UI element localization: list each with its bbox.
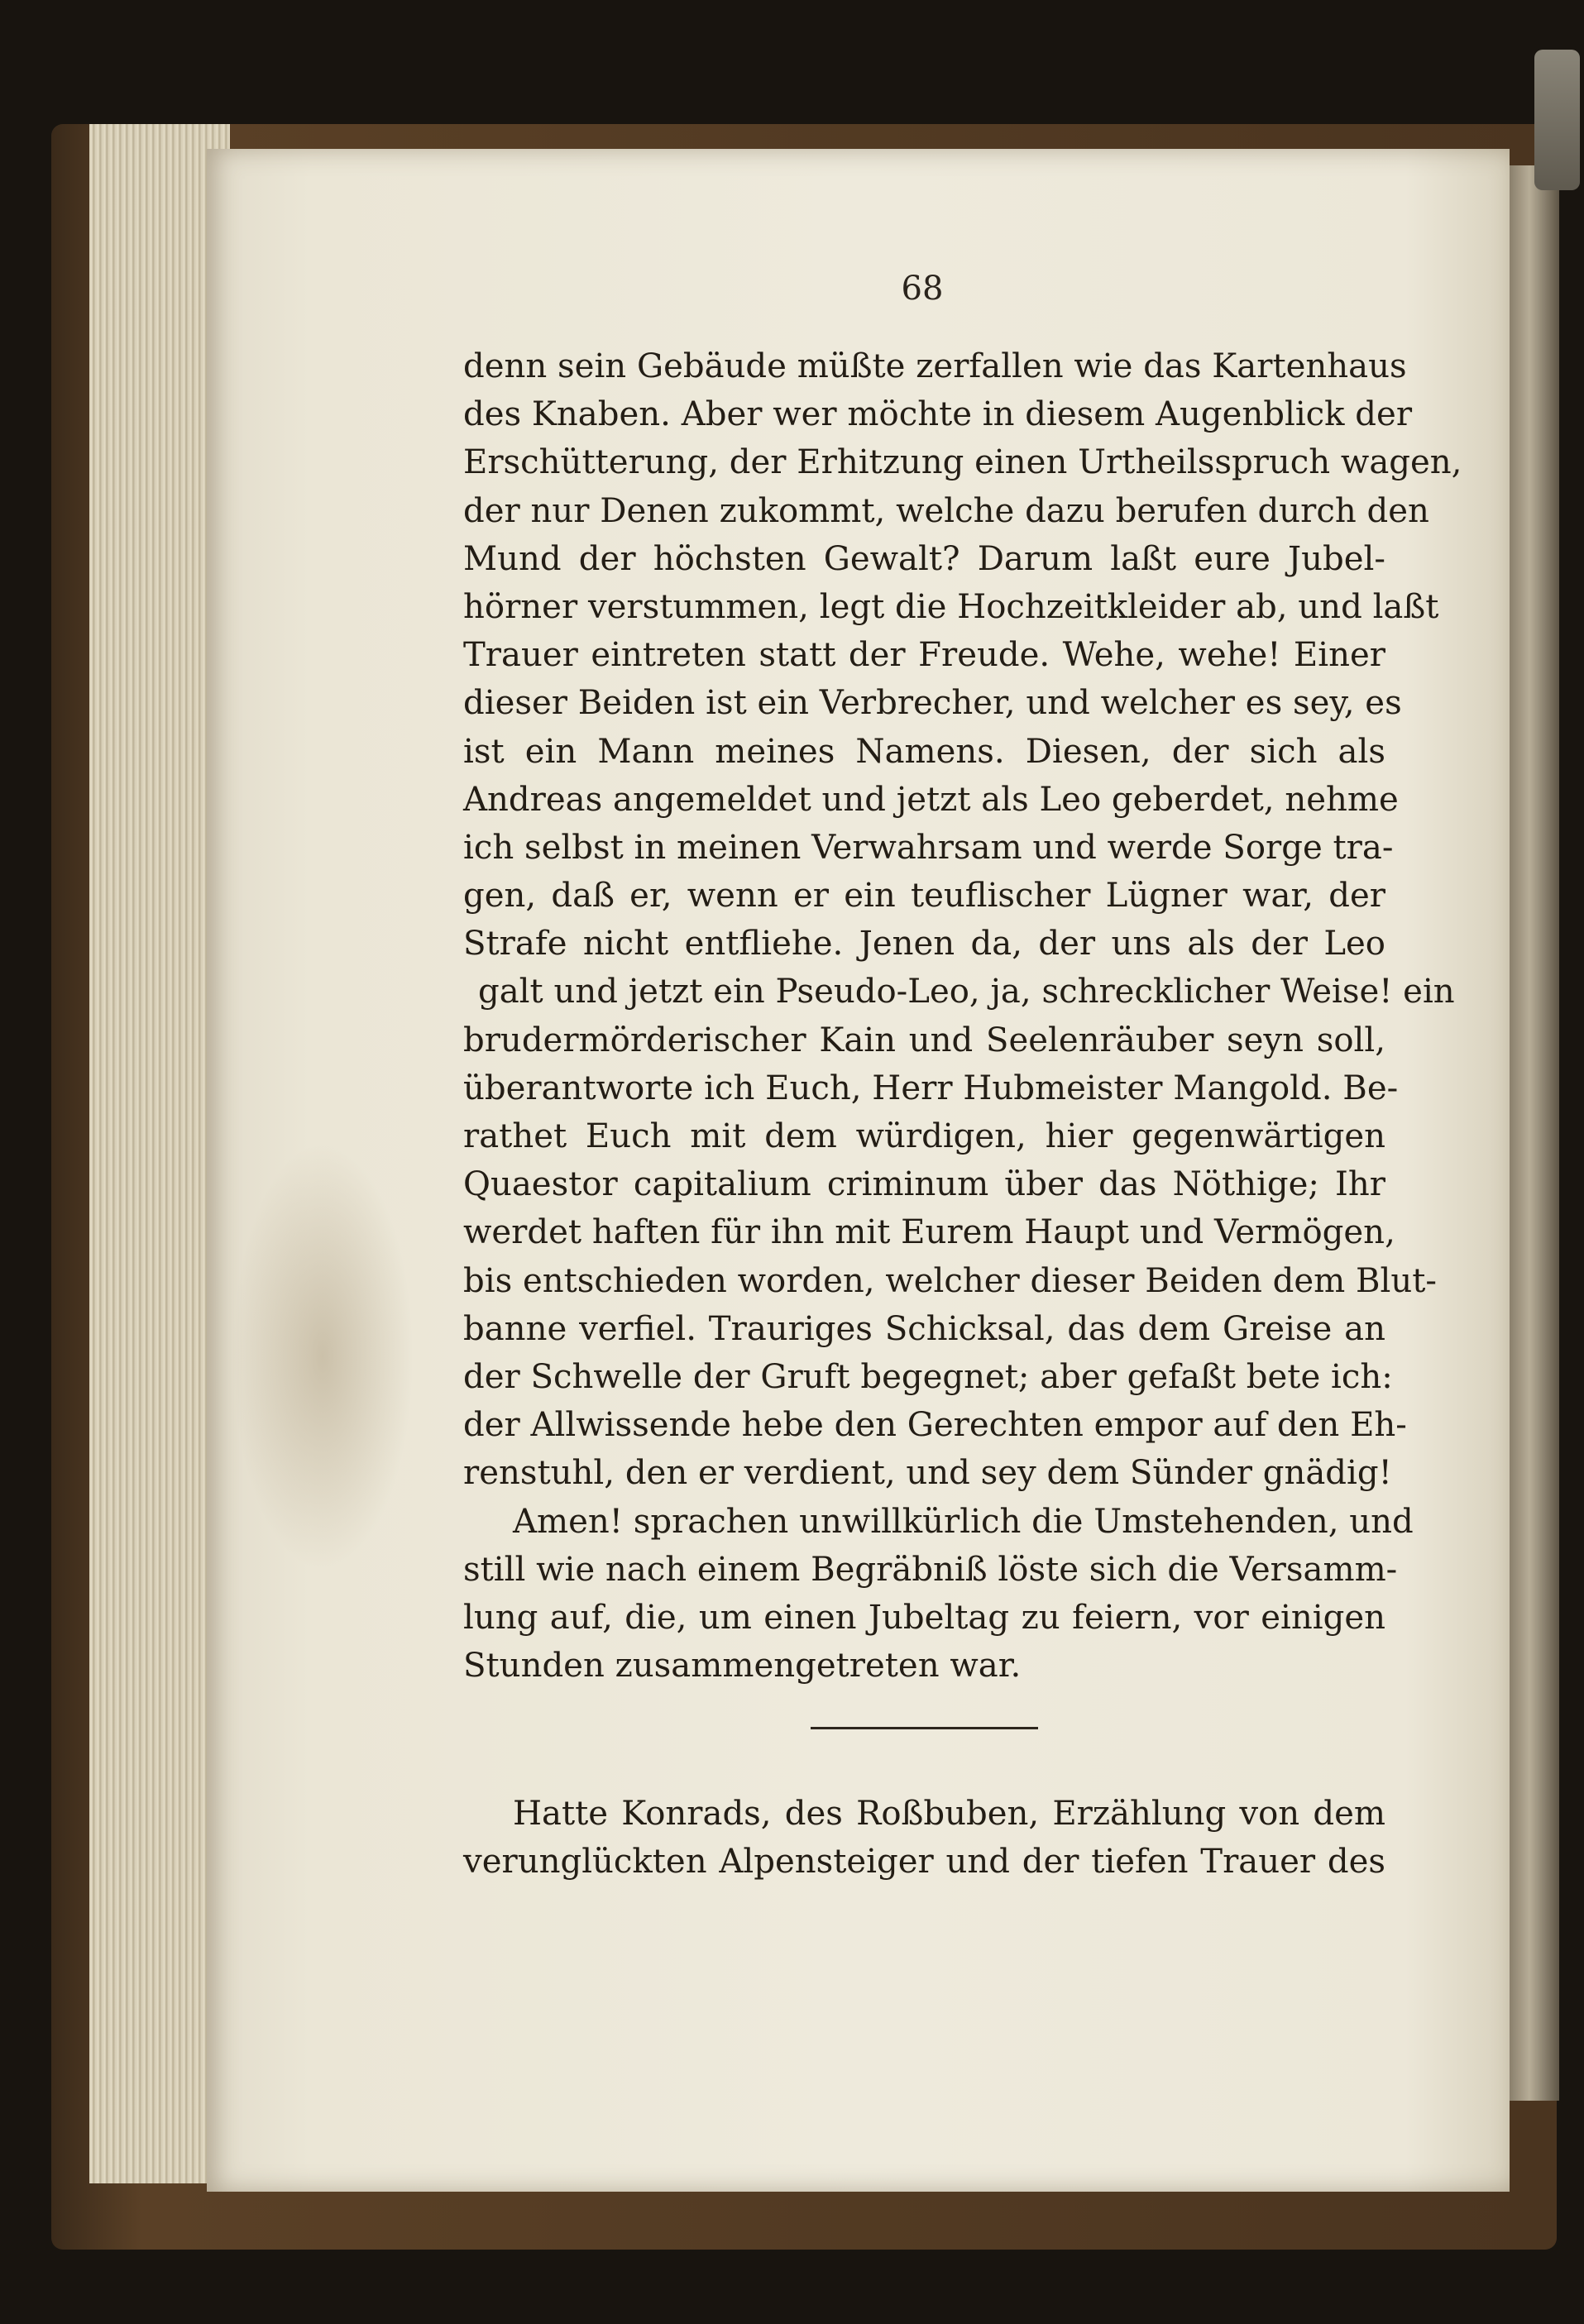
text-line: ich selbst in meinen Verwahrsam und werde Sorge tra- [463, 828, 1394, 867]
page-number: 68 [901, 270, 944, 308]
text-line: der Allwissende hebe den Gerechten empor auf den Eh- [463, 1406, 1407, 1445]
text-line: Erschütterung, der Erhitzung einen Urtheilsspruch wagen, [463, 443, 1462, 482]
body-text [463, 342, 1462, 1690]
text-line: renstuhl, den er verdient, und sey dem Sünder gnädig! [463, 1454, 1392, 1493]
section-divider [811, 1727, 1038, 1729]
facing-page-edge [1510, 165, 1559, 2101]
text-line: Quaestor capitalium criminum über das Nöthige; Ihr [463, 1165, 1385, 1204]
text-line: bis entschieden worden, welcher dieser Beiden dem Blut- [463, 1261, 1438, 1300]
text-line: Hatte Konrads, des Roßbuben, Erzählung von dem [513, 1795, 1385, 1833]
text-line: lung auf, die, um einen Jubeltag zu feiern, vor einigen [463, 1598, 1385, 1637]
text-line: des Knaben. Aber wer möchte in diesem Augenblick der [463, 395, 1413, 434]
text-line: Strafe nicht entfliehe. Jenen da, der uns als der Leo [463, 925, 1385, 964]
text-line: dieser Beiden ist ein Verbrecher, und welcher es sey, es [463, 684, 1402, 723]
text-line: still wie nach einem Begräbniß löste sich die Versamm- [463, 1550, 1398, 1589]
body-text-continued [463, 1790, 1385, 1886]
text-line: Amen! sprachen unwillkürlich die Umstehenden, und [513, 1502, 1414, 1541]
text-line: brudermörderischer Kain und Seelenräuber seyn soll, [463, 1021, 1385, 1059]
text-line: der nur Denen zukommt, welche dazu berufen durch den [463, 491, 1429, 530]
text-line: Stunden zusammengetreten war. [463, 1647, 1022, 1686]
text-line: Mund der höchsten Gewalt? Darum laßt eure Jubel- [463, 539, 1385, 578]
text-line: denn sein Gebäude müßte zerfallen wie das Kartenhaus [463, 347, 1407, 385]
text-line: banne verfiel. Trauriges Schicksal, das dem Greise an [463, 1309, 1385, 1348]
text-line: werdet haften für ihn mit Eurem Haupt und Vermögen, [463, 1213, 1395, 1252]
text-line: überantworte ich Euch, Herr Hubmeister Mangold. Be- [463, 1069, 1399, 1107]
text-line: hörner verstummen, legt die Hochzeitkleider ab, und laßt [463, 587, 1439, 626]
text-line: ist ein Mann meines Namens. Diesen, der sich als [463, 732, 1385, 771]
text-line: der Schwelle der Gruft begegnet; aber gefaßt bete ich: [463, 1357, 1393, 1396]
text-line: gen, daß er, wenn er ein teuflischer Lügner war, der [463, 877, 1385, 916]
text-line: verunglückten Alpensteiger und der tiefen Trauer des [463, 1843, 1385, 1882]
text-line: galt und jetzt ein Pseudo-Leo, ja, schrecklicher Weise! ein [478, 973, 1455, 1011]
text-line: Andreas angemeldet und jetzt als Leo geberdet, nehme [463, 780, 1399, 819]
text-line: rathet Euch mit dem würdigen, hier gegenwärtigen [463, 1117, 1385, 1155]
book-clip [1534, 50, 1580, 190]
water-stain [232, 1141, 414, 1571]
text-line: Trauer eintreten statt der Freude. Wehe, wehe! Einer [463, 636, 1385, 675]
